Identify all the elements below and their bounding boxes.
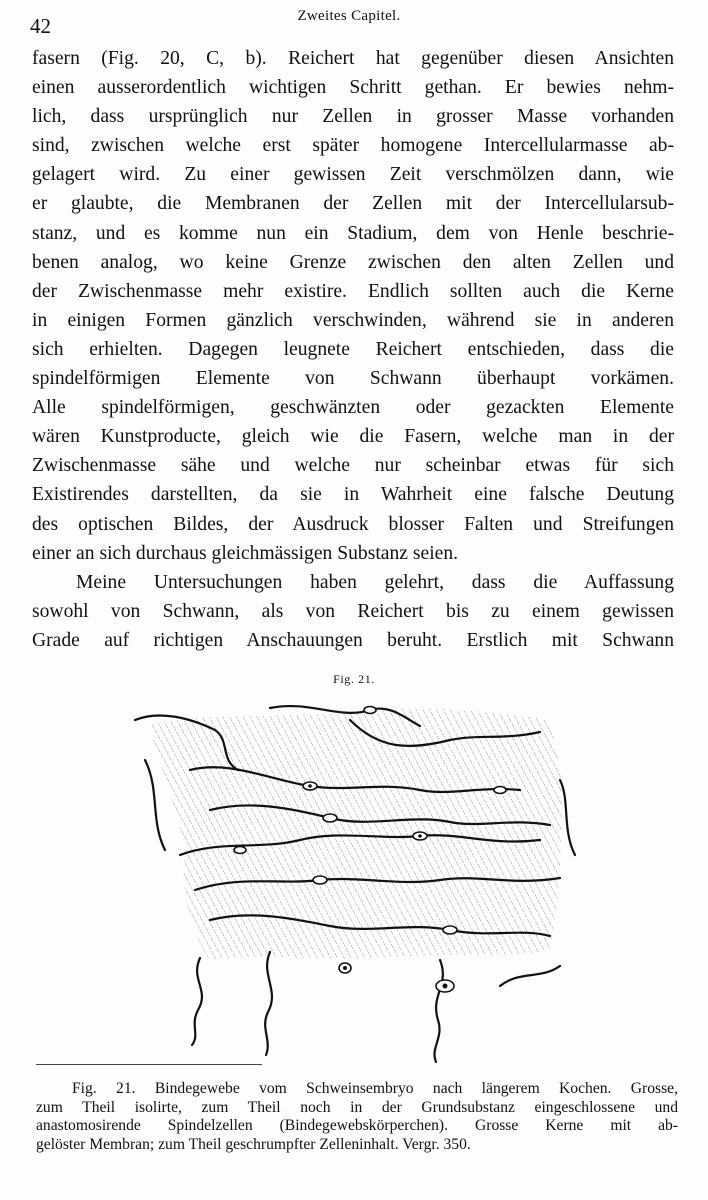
ground-substance — [150, 708, 562, 960]
body-line: sich erhielten. Dagegen leugnete Reichert entschieden, dass die — [32, 338, 674, 360]
body-line: einen ausserordentlich wichtigen Schritt gethan. Er bewies nehm- — [32, 77, 674, 99]
page-number: 42 — [30, 14, 51, 38]
body-line: sind, zwischen welche erst später homogene Intercellularmasse ab- — [32, 135, 674, 157]
figure-illustration — [120, 690, 580, 1070]
body-line: sowohl von Schwann, als von Reichert bis zu einem gewissen — [32, 600, 674, 622]
body-line: einer an sich durchaus gleichmässigen Substanz seien. — [32, 542, 459, 564]
body-line: der Zwischenmasse mehr existire. Endlich sollten auch die Kerne — [32, 280, 674, 302]
body-line: wären Kunstproducte, gleich wie die Fasern, welche man in der — [32, 426, 674, 448]
caption-line: zum Theil isolirte, zum Theil noch in der Grundsubstanz eingeschlossene und — [36, 1098, 678, 1116]
figure-caption — [36, 1080, 678, 1154]
body-line: Zwischenmasse sähe und welche nur scheinbar etwas für sich — [32, 455, 674, 477]
body-line: Meine Untersuchungen haben gelehrt, dass die Auffassung — [76, 571, 674, 593]
body-line: er glaubte, die Membranen der Zellen mit der Intercellularsub- — [32, 193, 674, 215]
body-line: gelagert wird. Zu einer gewissen Zeit verschmölzen dann, wie — [32, 164, 674, 186]
page-header — [30, 8, 668, 38]
body-line: lich, dass ursprünglich nur Zellen in grosser Masse vorhanden — [32, 106, 674, 128]
caption-line: gelöster Membran; zum Theil geschrumpfter Zelleninhalt. Vergr. 350. — [36, 1135, 471, 1153]
caption-divider — [36, 1064, 262, 1065]
body-line: spindelförmigen Elemente von Schwann überhaupt vorkämen. — [32, 368, 674, 390]
body-line: benen analog, wo keine Grenze zwischen den alten Zellen und — [32, 251, 674, 273]
body-line: stanz, und es komme nun ein Stadium, dem von Henle beschrie- — [32, 222, 674, 244]
body-line: fasern (Fig. 20, C, b). Reichert hat gegenüber diesen Ansichten — [32, 48, 674, 69]
body-text — [32, 44, 674, 655]
body-line: des optischen Bildes, der Ausdruck blosser Falten und Streifungen — [32, 513, 674, 535]
figure-label: Fig. 21. — [333, 672, 375, 686]
caption-line: anastomosirende Spindelzellen (Bindegewebskörperchen). Grosse Kerne mit ab- — [36, 1117, 678, 1134]
running-title: Zweites Capitel. — [297, 8, 401, 24]
body-line: Existirendes darstellten, da sie in Wahrheit eine falsche Deutung — [32, 484, 674, 506]
body-line: in einigen Formen gänzlich verschwinden, während sie in anderen — [32, 309, 674, 331]
body-line: Grade auf richtigen Anschauungen beruht. Erstlich mit Schwann — [32, 629, 674, 651]
caption-line: Fig. 21. Bindegewebe vom Schweinsembryo nach längerem Kochen. Grosse, — [72, 1080, 678, 1097]
body-line: Alle spindelförmigen, geschwänzten oder gezackten Elemente — [32, 397, 674, 419]
